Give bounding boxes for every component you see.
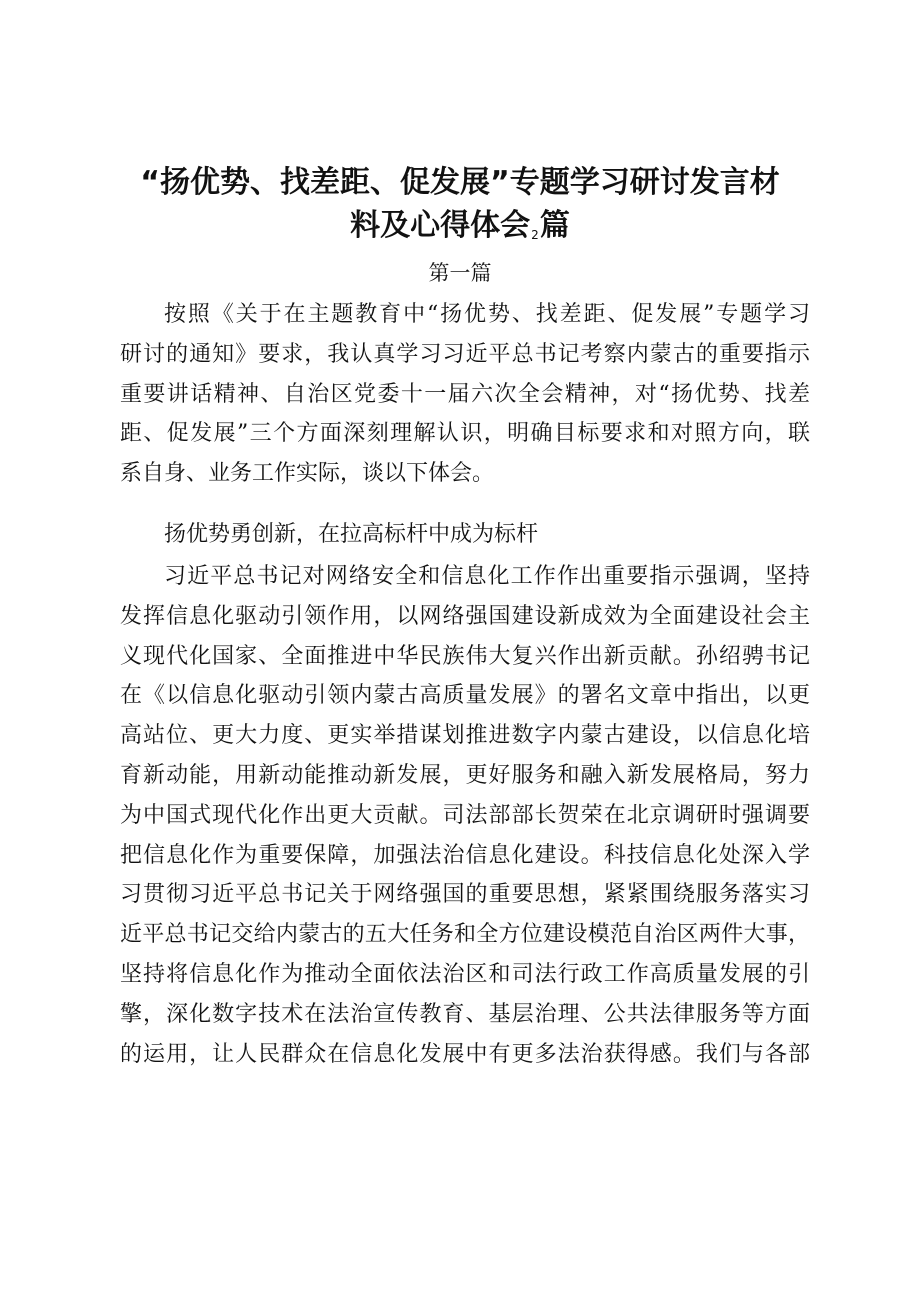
- document-title-line-1: “扬优势、找差距、促发展”专题学习研讨发言材: [140, 165, 780, 200]
- title-line-2-suffix: 篇: [539, 208, 570, 243]
- title-line-2-text: 料及心得体会: [350, 208, 531, 243]
- paragraph-line: 擎，深化数字技术在法治宣传教育、基层治理、公共法律服务等方面: [120, 1001, 810, 1027]
- chapter-heading: 第一篇: [428, 261, 492, 285]
- paragraph-line: 习近平总书记对网络安全和信息化工作作出重要指示强调，坚持: [164, 564, 810, 589]
- title-count-mark: 2: [531, 228, 539, 242]
- document-title-line-2: [100, 206, 820, 251]
- paragraph-line: 距、促发展”三个方面深刻理解认识，明确目标要求和对照方向，联: [120, 421, 810, 447]
- paragraph-line: 习贯彻习近平总书记关于网络强国的重要思想，紧紧围绕服务落实习: [120, 882, 810, 908]
- paragraph-section-1: [120, 557, 810, 1074]
- paragraph-line: 在《以信息化驱动引领内蒙古高质量发展》的署名文章中指出，以更: [120, 683, 810, 709]
- paragraph-line: 发挥信息化驱动引领作用，以网络强国建设新成效为全面建设社会主: [120, 603, 810, 629]
- paragraph-line: 系自身、业务工作实际，谈以下体会。: [120, 461, 495, 487]
- paragraph-line: 重要讲话精神、自治区党委十一届六次全会精神，对“扬优势、找差: [120, 381, 810, 407]
- paragraph-line: 研讨的通知》要求，我认真学习习近平总书记考察内蒙古的重要指示: [120, 341, 810, 367]
- paragraph-line: 近平总书记交给内蒙古的五大任务和全方位建设模范自治区两件大事，: [120, 922, 810, 948]
- paragraph-line: 的运用，让人民群众在信息化发展中有更多法治获得感。我们与各部: [120, 1041, 810, 1067]
- paragraph-line: 高站位、更大力度、更实举措谋划推进数字内蒙古建设，以信息化培: [120, 723, 810, 749]
- paragraph-line: 按照《关于在主题教育中“扬优势、找差距、促发展”专题学习: [164, 302, 810, 327]
- paragraph-line: 育新动能，用新动能推动新发展，更好服务和融入新发展格局，努力: [120, 762, 810, 788]
- section-heading: 扬优势勇创新，在拉高标杆中成为标杆: [164, 522, 539, 547]
- paragraph-intro: [120, 295, 810, 494]
- paragraph-line: 坚持将信息化作为推动全面依法治区和司法行政工作高质量发展的引: [120, 961, 810, 987]
- paragraph-line: 把信息化作为重要保障，加强法治信息化建设。科技信息化处深入学: [120, 842, 810, 868]
- paragraph-line: 为中国式现代化作出更大贡献。司法部部长贺荣在北京调研时强调要: [120, 802, 810, 828]
- paragraph-line: 义现代化国家、全面推进中华民族伟大复兴作出新贡献。孙绍骋书记: [120, 643, 810, 669]
